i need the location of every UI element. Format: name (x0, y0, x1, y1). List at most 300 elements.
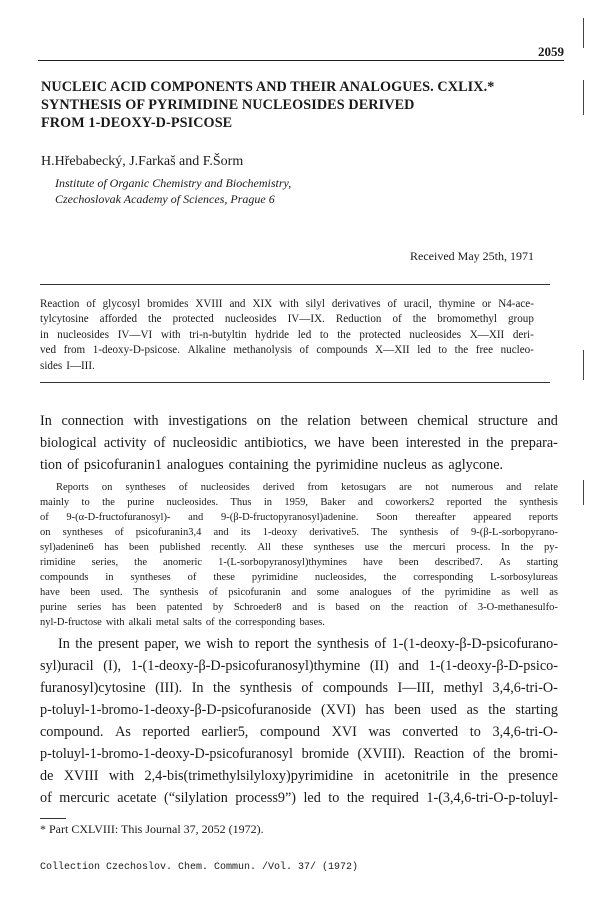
word: bromi- (519, 746, 558, 762)
word: required (371, 790, 419, 806)
word: has (104, 542, 119, 553)
word: coworkers2 (385, 497, 435, 508)
word: of (301, 680, 314, 696)
word: silyl (305, 298, 325, 310)
word: syntheses (313, 542, 355, 553)
word: compound (260, 724, 320, 740)
word: presence (508, 768, 558, 784)
word: of (458, 602, 468, 613)
word: on (369, 602, 381, 613)
word: IV—VI (117, 328, 153, 341)
word: methyl (443, 680, 484, 696)
word: in (467, 435, 480, 451)
abstract-top-rule (40, 284, 550, 285)
word: nucleosides (409, 328, 462, 341)
word: mainly (40, 497, 70, 508)
word: acetonitrile (384, 768, 449, 784)
word: as (501, 587, 511, 598)
word: methanolysis (233, 344, 292, 357)
word: the (102, 497, 115, 508)
main-line (40, 655, 558, 677)
main-line (40, 743, 558, 765)
word: interested (405, 435, 461, 451)
word: earlier5, (201, 724, 249, 740)
word: of (450, 527, 459, 538)
word: to (469, 724, 481, 740)
abstract-line (40, 359, 534, 374)
word: afforded (99, 313, 138, 326)
article-title (41, 78, 561, 132)
margin-mark (583, 480, 584, 505)
word: the (494, 497, 507, 508)
word: the (390, 602, 404, 613)
review-line (40, 555, 558, 570)
word: analogues (166, 457, 224, 473)
word: group (508, 313, 534, 326)
word: 3-O-methanesulfo- (477, 602, 558, 613)
word: patented (166, 602, 203, 613)
word: purine (40, 602, 67, 613)
word: compounds (322, 680, 389, 696)
word: have (40, 587, 60, 598)
word: 1-(1-deoxy-β-D-psico- (428, 658, 558, 674)
word: and (229, 298, 246, 310)
word: (I), (103, 658, 121, 674)
word: 1-(1-deoxy-β-D-psicofurano- (391, 636, 558, 652)
word: tylcytosine (40, 313, 89, 326)
word: derivatives (331, 298, 381, 310)
word: In (501, 542, 510, 553)
word: chemical (417, 413, 469, 429)
word: been (394, 702, 421, 718)
word: on (40, 527, 51, 538)
header-rule (38, 60, 564, 61)
word: In (40, 413, 52, 429)
word: nucleosides (200, 482, 250, 493)
word: with (279, 298, 299, 310)
word: protected (359, 328, 401, 341)
word: tri-n-butyltin (189, 328, 247, 341)
affiliation-line: Institute of Organic Chemistry and Biochemistry, (55, 176, 292, 190)
word: have (337, 435, 365, 451)
word: rimidine (40, 557, 76, 568)
word: been (136, 602, 157, 613)
word: p-toluyl-1-bromo-1-deoxy-D-psicofuranosyl (40, 746, 293, 762)
word: compounds (40, 572, 89, 583)
word: pyrimidine (444, 587, 491, 598)
word: alkali (128, 617, 152, 628)
word: The (133, 587, 150, 598)
word: well (520, 587, 539, 598)
review-paragraph (40, 480, 558, 630)
word: reported (142, 724, 190, 740)
word: to (238, 636, 250, 652)
word: X—XII (469, 328, 505, 341)
word: in (459, 768, 471, 784)
word: recently. (211, 542, 247, 553)
word: was (368, 724, 391, 740)
word: the (293, 457, 311, 473)
word: 3,4,6-tri-O- (492, 680, 558, 696)
word: and (357, 497, 374, 508)
word: the (383, 572, 397, 583)
word: used. (100, 587, 123, 598)
word: XVIII (195, 298, 223, 310)
word: I—III, (397, 680, 435, 696)
word: activity (103, 435, 147, 451)
word: of (114, 527, 124, 538)
word: corresponding (413, 572, 474, 583)
word: on (256, 413, 271, 429)
word: XVIII (63, 768, 99, 784)
word: Reduction (335, 313, 382, 326)
intro-paragraph (40, 410, 558, 476)
word: not (425, 482, 439, 493)
word: in (363, 768, 375, 784)
word: As (498, 557, 511, 568)
word: with (133, 413, 159, 429)
word: Thus (230, 497, 252, 508)
word: reported (446, 497, 482, 508)
word: the (218, 617, 232, 628)
word: Alkaline (187, 344, 226, 357)
word: use (364, 542, 379, 553)
word: paper, (144, 636, 179, 652)
word: nucleosidic (172, 435, 238, 451)
word: compounds (316, 344, 368, 357)
word: The (371, 527, 388, 538)
word: of (67, 457, 79, 473)
word: In (191, 680, 204, 696)
word: Reaction (413, 746, 465, 762)
main-line (40, 633, 558, 655)
review-line (40, 570, 558, 585)
word: p-toluyl-1-bromo-1-deoxy-β-D-psicofuranoside (40, 702, 312, 718)
word: (III). (155, 680, 183, 696)
word: numerous (451, 482, 494, 493)
word: published (159, 542, 201, 553)
word: Schroeder8 (233, 602, 282, 613)
word: to (328, 790, 340, 806)
word: converted (402, 724, 459, 740)
main-line (40, 765, 558, 787)
word: nucleosides (224, 313, 277, 326)
word: acetate (117, 790, 157, 806)
word: 1959, (284, 497, 309, 508)
word: and (506, 482, 522, 493)
word: 1-deoxy-D-psicose. (92, 344, 180, 357)
word: ved (40, 344, 57, 357)
word: as (549, 587, 558, 598)
word: As (115, 724, 131, 740)
word: uracil, (403, 298, 432, 310)
word: anomeric (163, 557, 203, 568)
word: the (454, 344, 469, 357)
word: the (480, 768, 498, 784)
word: on (101, 482, 113, 493)
affiliation (55, 175, 291, 207)
word: metal (155, 617, 180, 628)
word: aglycone. (448, 457, 504, 473)
word: compound. (40, 724, 104, 740)
word: nucleosides (57, 328, 110, 341)
word: of (153, 435, 166, 451)
word: synthesis (316, 636, 369, 652)
main-paragraph (40, 633, 558, 809)
word: synthesis (159, 587, 199, 598)
word: protected (172, 313, 214, 326)
margin-mark (583, 80, 584, 115)
word: been (398, 557, 419, 568)
word: bromides (147, 298, 189, 310)
word: nucleo- (500, 344, 534, 357)
word: derived (262, 482, 295, 493)
word: with (160, 328, 181, 341)
word: report (254, 636, 289, 652)
word: syntheses (62, 527, 103, 538)
title-line: NUCLEIC ACID COMPONENTS AND THEIR ANALOGUES. CXLIX.* (41, 79, 495, 95)
word: nyl-D-fructose (40, 617, 102, 628)
review-line (40, 585, 558, 600)
review-line (40, 510, 558, 525)
word: py- (543, 542, 558, 553)
word: between (360, 413, 408, 429)
word: described7. (434, 557, 483, 568)
word: reaction (414, 602, 449, 613)
review-line (40, 525, 558, 540)
intro-line (40, 410, 558, 432)
review-line (40, 615, 558, 630)
word: syntheses (125, 482, 166, 493)
journal-footer: Collection Czechoslov. Chem. Commun. /Vol. 37/ (1972) (40, 862, 359, 873)
word: and (537, 413, 558, 429)
word: of (40, 790, 52, 806)
word: psicofuranin (228, 587, 281, 598)
word: led (417, 344, 431, 357)
word: led (297, 328, 312, 341)
review-line (40, 600, 558, 615)
word: salts (183, 617, 202, 628)
word: some (316, 587, 340, 598)
word: used (430, 702, 457, 718)
abstract-line (40, 312, 534, 327)
word: series, (91, 557, 119, 568)
word: Baker (320, 497, 346, 508)
word: tion (40, 457, 63, 473)
word: and (398, 658, 419, 674)
word: syntheses (130, 572, 171, 583)
review-line (40, 495, 558, 510)
word: investigations (168, 413, 248, 429)
word: (XVI) (321, 702, 356, 718)
word: to (319, 328, 329, 341)
word: N4-ace- (498, 298, 534, 310)
word: the (493, 746, 511, 762)
received-date: Received May 25th, 1971 (410, 249, 534, 263)
word: the (75, 636, 93, 652)
abstract (40, 297, 534, 374)
word: synthesis (239, 680, 292, 696)
word: XIX (252, 298, 273, 310)
word: psicofuranin1 (83, 457, 162, 473)
word: structure (478, 413, 528, 429)
word: been (371, 435, 399, 451)
word: corresponding (235, 617, 296, 628)
abstract-line (40, 297, 534, 312)
word: (“silylation (164, 790, 228, 806)
word: ketosugars (341, 482, 386, 493)
intro-line (40, 432, 558, 454)
word: the (486, 435, 504, 451)
word: relate (534, 482, 558, 493)
word: L-sorbosylureas (490, 572, 558, 583)
word: pyrimidine (315, 457, 379, 473)
word: X—XII (375, 344, 410, 357)
word: starting (526, 557, 558, 568)
word: nucleosides, (314, 572, 367, 583)
word: XVI (331, 724, 357, 740)
word: (II) (369, 658, 389, 674)
main-line (40, 721, 558, 743)
word: synthesis (519, 497, 558, 508)
word: thymine (438, 298, 476, 310)
word: IV—IX. (287, 313, 325, 326)
word: thereafter (415, 512, 456, 523)
word: In (58, 636, 70, 652)
title-line: FROM 1-DEOXY-D-PSICOSE (41, 115, 233, 131)
word: 1-deoxy (262, 527, 298, 538)
word: these (281, 542, 304, 553)
word: these (213, 572, 235, 583)
word: the (337, 328, 351, 341)
word: antibiotics, (244, 435, 307, 451)
word: prepara- (510, 435, 558, 451)
word: wish (206, 636, 234, 652)
word: of (208, 587, 218, 598)
word: syl)adenine6 (40, 542, 94, 553)
word: (XVIII). (357, 746, 406, 762)
word: mercuri (412, 542, 446, 553)
word: we (184, 636, 201, 652)
review-line (40, 540, 558, 555)
abstract-line (40, 328, 534, 343)
word: to (81, 497, 90, 508)
word: of (178, 482, 188, 493)
word: containing (228, 457, 289, 473)
word: de (40, 768, 54, 784)
word: starting (515, 702, 558, 718)
word: 9-(β-D-fructopyranosyl)adenine. (220, 512, 359, 523)
review-line (40, 480, 558, 495)
word: we (314, 435, 331, 451)
margin-mark (583, 350, 584, 380)
word: bromomethyl (437, 313, 498, 326)
footnote: * Part CXLVIII: This Journal 37, 2052 (1972). (40, 822, 264, 836)
word: the (346, 790, 365, 806)
word: have (363, 557, 383, 568)
word: in (263, 497, 273, 508)
word: 9-(β-L-sorbopyrano- (470, 527, 558, 538)
word: derivative5. (309, 527, 360, 538)
word: of (472, 746, 485, 762)
margin-mark (583, 18, 584, 48)
word: in (105, 572, 114, 583)
word: the (134, 557, 147, 568)
page-number: 2059 (538, 44, 564, 59)
word: and (188, 512, 204, 523)
word: with (105, 617, 125, 628)
word: the (389, 542, 403, 553)
word: series (77, 602, 102, 613)
word: syl)uracil (40, 658, 94, 674)
main-line (40, 677, 558, 699)
word: biological (40, 435, 97, 451)
word: and (213, 527, 229, 538)
word: the (213, 680, 231, 696)
word: from (307, 482, 328, 493)
word: has (365, 702, 385, 718)
word: Soon (376, 512, 398, 523)
word: 2,4-bis(trimethylsilyloxy)pyrimidine (144, 768, 353, 784)
word: I—III. (66, 359, 95, 372)
abstract-line (40, 343, 534, 358)
word: as (431, 457, 444, 473)
word: process. (456, 542, 491, 553)
word: free (475, 344, 494, 357)
word: and (291, 587, 307, 598)
word: as (466, 702, 479, 718)
word: and (292, 602, 308, 613)
word: of (402, 587, 411, 598)
word: based (335, 602, 360, 613)
word: bromide (301, 746, 349, 762)
word: 1-(L-sorbopyranosyl)thymines (218, 557, 347, 568)
word: present (97, 636, 139, 652)
word: the (294, 636, 312, 652)
word: are (399, 482, 412, 493)
word: of (205, 617, 215, 628)
word: nucleus (383, 457, 427, 473)
word: connection (61, 413, 124, 429)
word: its (240, 527, 251, 538)
word: been (129, 542, 149, 553)
word: reports (528, 512, 558, 523)
word: the (488, 702, 506, 718)
word: Reports (56, 482, 89, 493)
word: mercuric (59, 790, 110, 806)
authors: H.Hřebabecký, J.Farkaš and F.Šorm (41, 154, 244, 169)
word: Reaction (40, 298, 80, 310)
word: synthesis (399, 527, 439, 538)
word: the (421, 587, 435, 598)
title-line: SYNTHESIS OF PYRIMIDINE NUCLEOSIDES DERIVED (41, 97, 415, 113)
word: process9”) (235, 790, 297, 806)
word: been (70, 587, 91, 598)
word: of (86, 298, 96, 310)
word: 3,4,6-tri-O- (492, 724, 558, 740)
word: or (482, 298, 492, 310)
footnote-rule (40, 818, 66, 819)
word: the (148, 313, 162, 326)
word: pyrimidine (251, 572, 298, 583)
word: deri- (512, 328, 534, 341)
word: from (63, 344, 86, 357)
word: relation (307, 413, 351, 429)
word: the (412, 313, 427, 326)
word: 1-(1-deoxy-β-D-psicofuranosyl)thymine (130, 658, 361, 674)
word: of (40, 512, 49, 523)
word: nucleosides. (166, 497, 219, 508)
